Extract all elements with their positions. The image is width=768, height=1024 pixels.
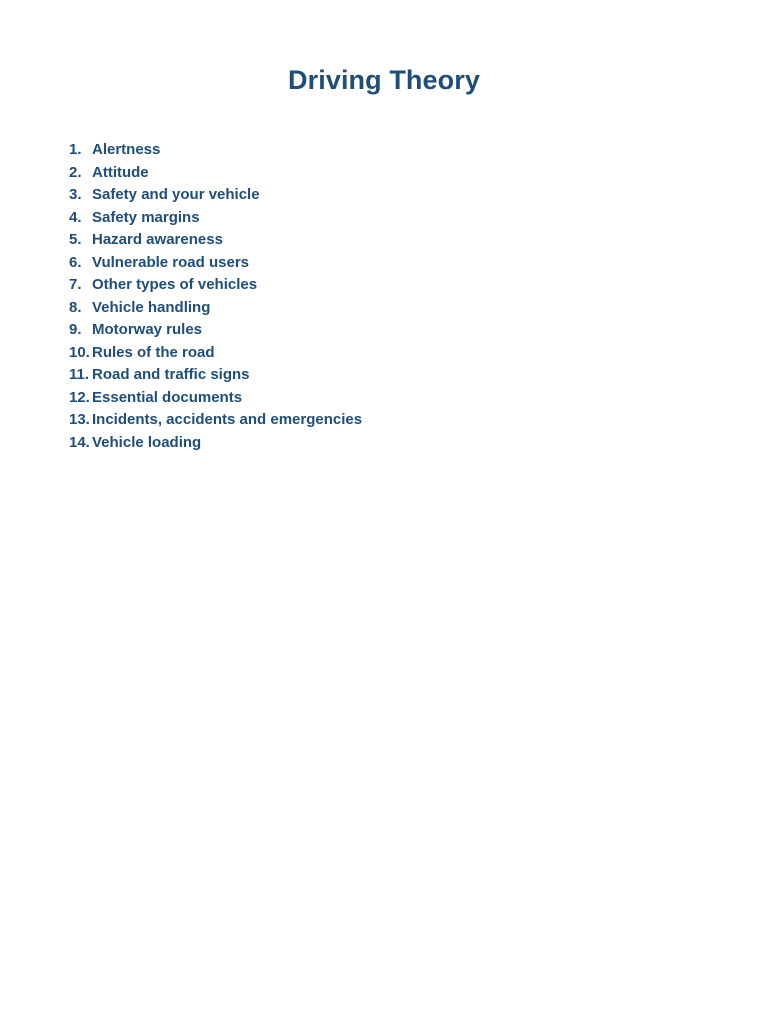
list-item-label: Attitude xyxy=(92,163,149,181)
list-item xyxy=(69,184,362,207)
list-item xyxy=(69,252,362,275)
list-item xyxy=(69,162,362,185)
list-item-number: 14. xyxy=(69,433,90,451)
page-title: Driving Theory xyxy=(288,65,480,96)
list-item-label: Rules of the road xyxy=(92,343,215,361)
list-item-number: 2. xyxy=(69,163,82,181)
list-item-number: 12. xyxy=(69,388,90,406)
list-item xyxy=(69,409,362,432)
list-item-number: 6. xyxy=(69,253,82,271)
list-item-label: Motorway rules xyxy=(92,321,203,338)
list-item-label: Alertness xyxy=(92,141,161,158)
list-item-label: Hazard awareness xyxy=(92,231,223,248)
list-item-number: 11. xyxy=(69,366,90,383)
list-item-label: Vehicle handling xyxy=(92,298,211,316)
list-item xyxy=(69,319,362,342)
list-item-label: Essential documents xyxy=(92,388,243,406)
list-item-number: 10. xyxy=(69,343,90,361)
list-item xyxy=(69,297,362,320)
list-item-label: Safety and your vehicle xyxy=(92,186,260,203)
list-item xyxy=(69,432,362,455)
list-item-number: 4. xyxy=(69,208,82,226)
list-item-label: Safety margins xyxy=(92,208,200,226)
list-item xyxy=(69,207,362,230)
list-item-label: Road and traffic signs xyxy=(92,366,250,383)
list-item-number: 1. xyxy=(69,141,82,158)
list-item-number: 7. xyxy=(69,276,82,293)
list-item-label: Incidents, accidents and emergencies xyxy=(92,411,363,428)
list-item-number: 3. xyxy=(69,186,82,203)
list-item xyxy=(69,364,362,387)
list-item xyxy=(69,139,362,162)
list-item-label: Other types of vehicles xyxy=(92,276,258,293)
list-item-label: Vehicle loading xyxy=(92,433,202,451)
list-item xyxy=(69,274,362,297)
list-item-number: 13. xyxy=(69,411,90,428)
list-item-number: 8. xyxy=(69,298,82,316)
list-item xyxy=(69,387,362,410)
list-item-number: 9. xyxy=(69,321,82,338)
topic-list xyxy=(69,139,362,454)
list-item-label: Vulnerable road users xyxy=(92,253,250,271)
list-item xyxy=(69,342,362,365)
list-item-number: 5. xyxy=(69,231,82,248)
list-item xyxy=(69,229,362,252)
